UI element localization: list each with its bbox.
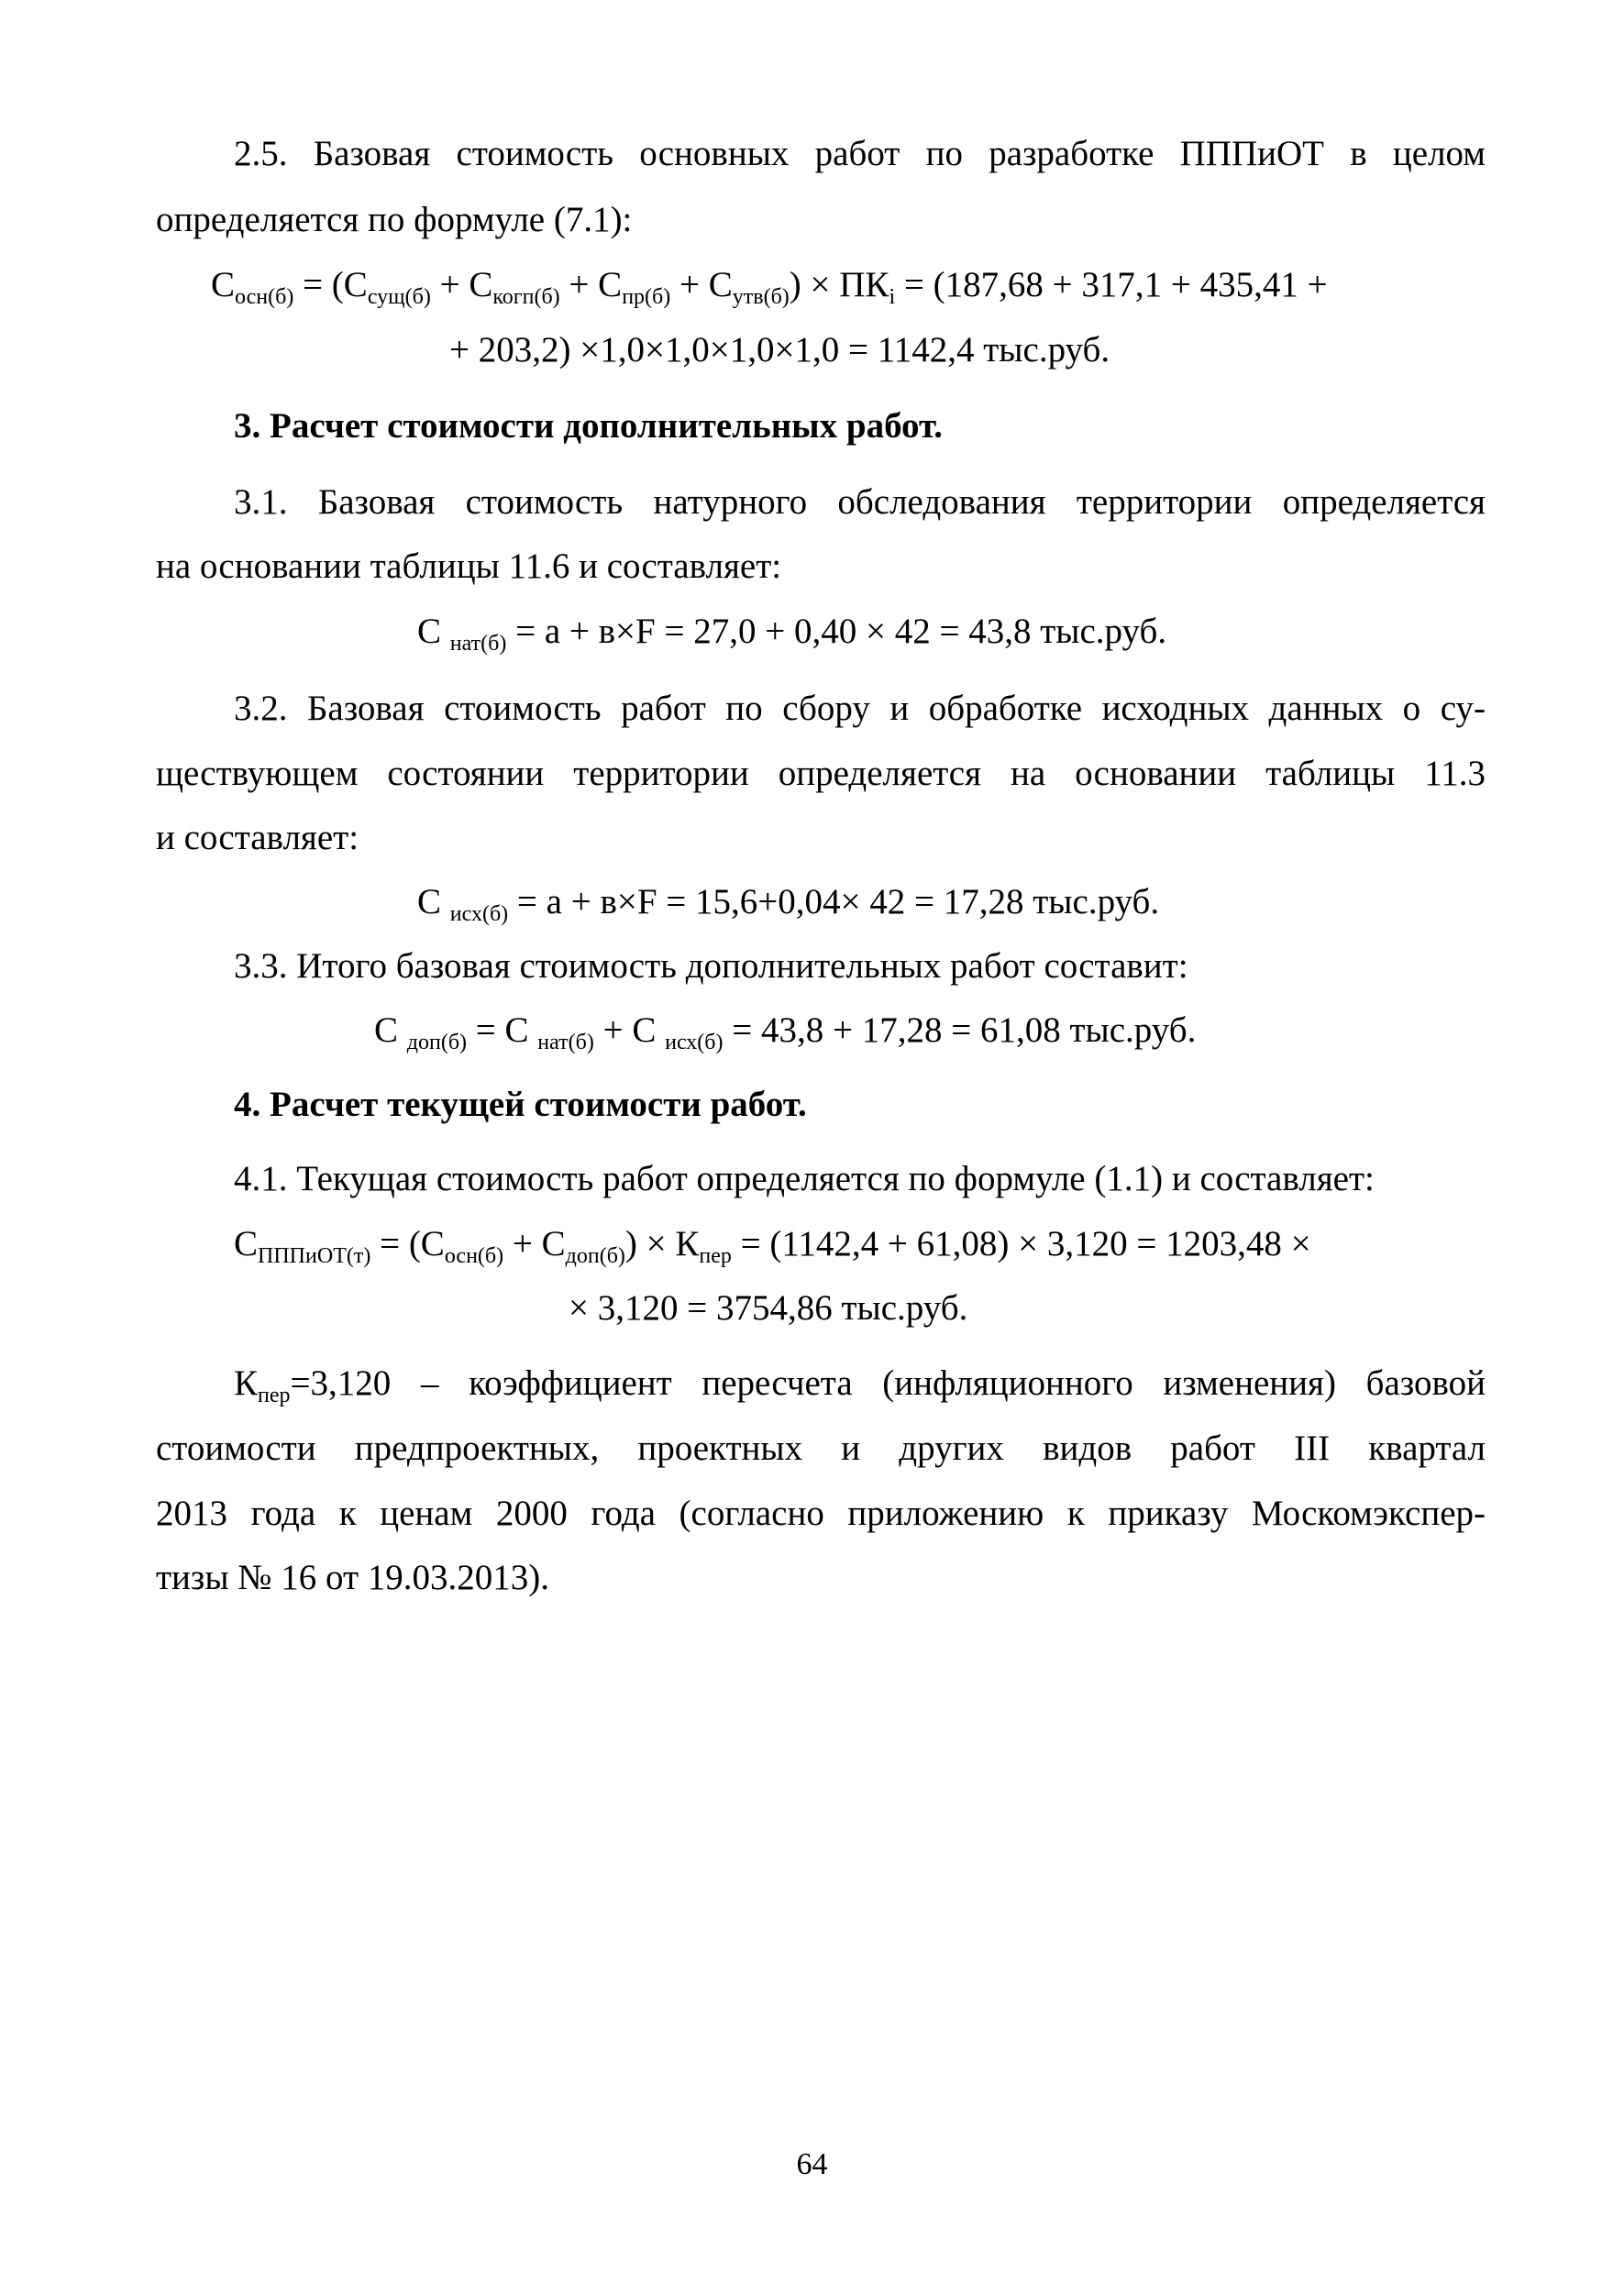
formula-text: = (187,68 + 317,1 + 435,41 + xyxy=(895,265,1328,304)
formula-text: + С xyxy=(430,265,493,304)
coefficient-paragraph-line-1 xyxy=(234,1358,1486,1409)
formula-symbol: С xyxy=(234,1224,259,1263)
formula-subscript: пр(б) xyxy=(622,285,671,309)
formula-subscript: осн(б) xyxy=(444,1244,504,1268)
formula-1-1-line-1 xyxy=(234,1219,1463,1270)
formula-text: = С xyxy=(467,1010,538,1050)
coefficient-paragraph-line-2 xyxy=(156,1423,1486,1474)
formula-symbol: С xyxy=(417,882,450,921)
formula-text: + С xyxy=(559,265,623,304)
paragraph-3-1-line-2 xyxy=(156,541,1486,592)
formula-symbol: С xyxy=(211,265,236,304)
text: определяется по формуле (7.1): xyxy=(156,200,633,239)
heading-text: 4. Расчет текущей стоимости работ. xyxy=(234,1085,807,1124)
formula-subscript: нат(б) xyxy=(449,632,507,656)
formula-subscript: доп(б) xyxy=(565,1244,625,1268)
formula-3-3 xyxy=(374,1005,1429,1056)
formula-text: + 203,2) ×1,0×1,0×1,0×1,0 = 1142,4 тыс.руб. xyxy=(449,330,1110,370)
formula-subscript: пер xyxy=(258,1384,291,1407)
formula-symbol: С xyxy=(417,612,450,651)
formula-text: = 43,8 + 17,28 = 61,08 тыс.руб. xyxy=(723,1010,1197,1050)
formula-subscript: i xyxy=(889,285,896,309)
formula-text: = (1142,4 + 61,08) × 3,120 = 1203,48 × xyxy=(731,1224,1311,1263)
text: на основании таблицы 11.6 и составляет: xyxy=(156,546,782,586)
text: ществующем состоянии территории определяется на основании таблицы 11.3 xyxy=(156,754,1486,793)
formula-subscript: доп(б) xyxy=(406,1031,468,1054)
text: стоимости предпроектных, проектных и других видов работ III квартал xyxy=(156,1429,1486,1468)
coefficient-paragraph-line-3 xyxy=(156,1488,1486,1539)
coefficient-paragraph-line-4 xyxy=(156,1552,1486,1604)
text: 2013 года к ценам 2000 года (согласно приложению к приказу Москомэкспер- xyxy=(156,1494,1486,1533)
formula-subscript: пер xyxy=(699,1244,732,1268)
formula-subscript: осн(б) xyxy=(235,285,294,309)
formula-text: ) × К xyxy=(624,1224,700,1263)
section-4-heading xyxy=(234,1079,1486,1131)
text: тизы № 16 от 19.03.2013). xyxy=(156,1558,549,1597)
formula-subscript: когп(б) xyxy=(492,285,560,309)
formula-text: + С xyxy=(670,265,733,304)
formula-text: + С xyxy=(593,1010,666,1050)
paragraph-3-3-line-1 xyxy=(234,941,1486,992)
formula-subscript: сущ(б) xyxy=(367,285,431,309)
text: 3.1. Базовая стоимость натурного обследования территории определяется xyxy=(234,482,1486,522)
paragraph-2-5-line-2 xyxy=(156,194,1486,246)
text: 3.2. Базовая стоимость работ по сбору и обработке исходных данных о су- xyxy=(234,689,1486,728)
section-3-heading xyxy=(234,401,1486,452)
formula-text: = (С xyxy=(293,265,368,304)
formula-symbol: С xyxy=(374,1010,407,1050)
formula-text: = а + в×F = 27,0 + 0,40 × 42 = 43,8 тыс.руб. xyxy=(506,612,1167,651)
paragraph-3-2-line-3 xyxy=(156,812,1486,864)
formula-1-1-line-2 xyxy=(569,1283,1394,1334)
formula-text: = (С xyxy=(370,1224,445,1263)
paragraph-4-1-line-1 xyxy=(234,1153,1486,1205)
formula-text: ) × ПК xyxy=(789,265,889,304)
formula-subscript: ПППиОТ(т) xyxy=(258,1244,371,1268)
formula-subscript: нат(б) xyxy=(537,1031,594,1054)
formula-text: = а + в×F = 15,6+0,04× 42 = 17,28 тыс.руб. xyxy=(508,882,1160,921)
formula-symbol: К xyxy=(234,1363,259,1403)
formula-text: + С xyxy=(503,1224,566,1263)
paragraph-3-2-line-1 xyxy=(234,683,1486,734)
page-number: 64 xyxy=(796,2147,828,2181)
text: 4.1. Текущая стоимость работ определяется по формуле (1.1) и составляет: xyxy=(234,1159,1375,1198)
formula-7-1-line-1 xyxy=(211,259,1495,311)
formula-text: × 3,120 = 3754,86 тыс.руб. xyxy=(569,1288,968,1328)
text: 2.5. Базовая стоимость основных работ по разработке ПППиОТ в целом xyxy=(234,134,1486,173)
formula-subscript: исх(б) xyxy=(449,902,509,926)
heading-text: 3. Расчет стоимости дополнительных работ. xyxy=(234,406,944,446)
formula-subscript: исх(б) xyxy=(665,1031,724,1054)
paragraph-3-1-line-1 xyxy=(234,477,1486,528)
formula-3-1 xyxy=(417,606,1426,657)
text: 3.3. Итого базовая стоимость дополнительных работ составит: xyxy=(234,946,1188,986)
paragraph-3-2-line-2 xyxy=(156,748,1486,800)
text: =3,120 – коэффициент пересчета (инфляционного изменения) базовой xyxy=(290,1363,1486,1403)
paragraph-2-5-line-1 xyxy=(234,128,1486,180)
formula-subscript: утв(б) xyxy=(732,285,790,309)
formula-3-2 xyxy=(417,877,1426,928)
formula-7-1-line-2 xyxy=(449,325,1458,376)
text: и составляет: xyxy=(156,818,359,857)
